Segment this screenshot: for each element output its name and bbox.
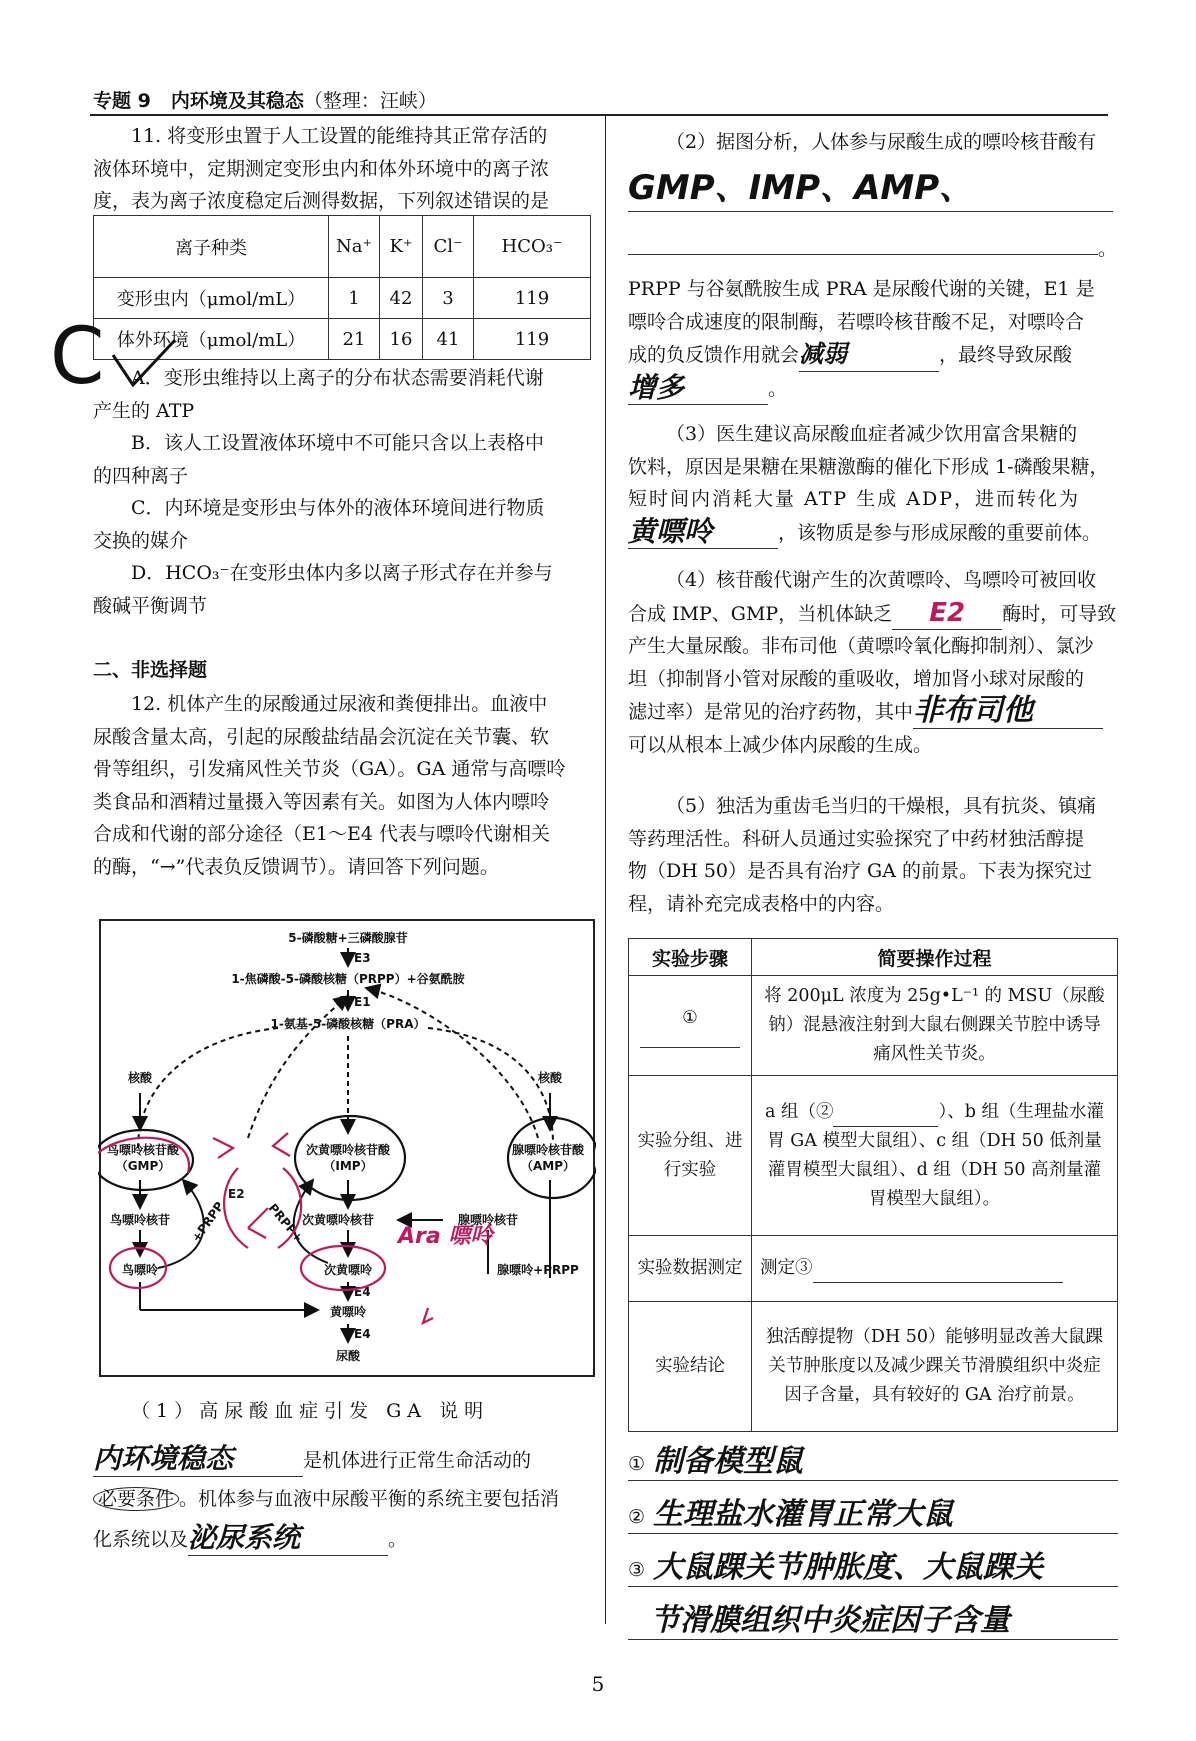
section-title: 二、非选择题 [93,659,208,681]
table-row: 变形虫内（μmol/mL） 1 42 3 119 [94,278,591,319]
q11-stem: 11. 将变形虫置于人工设置的能维持其正常存活的 液体环境中，定期测定变形虫内和体外环境中的离子浓 度，表为离子浓度稳定后测得数据，下列叙述错误的是 [93,125,550,212]
topic-title: 内环境及其稳态 [170,90,304,112]
purine-pathway-diagram [98,918,596,1378]
node-xanthine: 黄嘌呤 [329,1305,367,1319]
exp-header-procedure: 简要操作过程 [752,939,1118,976]
circled-term: 必要条件 [93,1487,179,1511]
q12-part2: （2）据图分析，人体参与尿酸生成的嘌呤核苷酸有 GMP、IMP、AMP、 。 PRPP 与谷氨酰胺生成 PRA 是尿酸代谢的关键，E1 是 嘌呤合成速度的限制酶，若嘌呤核苷酸不足，对嘌呤合 成的负反馈作用就会减弱 ，最终导致尿酸 增多 。 [628,131,1118,404]
svg-text:（AMP）: （AMP） [520,1159,576,1173]
page-header [93,86,437,113]
q12-stem: 12. 机体产生的尿酸通过尿液和粪便排出。血液中 尿酸含量太高，引起的尿酸盐结晶会沉淀在关节囊、软 骨等组织，引发痛风性关节炎（GA）。GA 通常与高嘌呤 类食品和酒精过量摄入等因素有关。如图为人体内嘌呤 合成和代谢的部分途径（E1～E4 代表与嘌呤代谢相关 的酶，“→”代表负反馈调节）。请回答下列问题。 [93,693,566,878]
answer-blank-3: GMP、IMP、AMP、 [628,165,1113,212]
option-d: D．HCO₃⁻在变形虫体内多以离子形式存在并参与 [131,562,553,584]
answer-blank-2: 泌尿系统 [188,1521,388,1556]
answer-blank-5: 增多 [628,372,768,406]
hand-note: Ara 嘌呤 [398,1224,493,1249]
svg-text:+PRPP: +PRPP [188,1199,227,1245]
option-b: B．该人工设置液体环境中不可能只含以上表格中 [131,432,544,454]
node-amp: 腺嘌呤核苷酸 [511,1143,585,1157]
q12-part3: （3）医生建议高尿酸血症者减少饮用富含果糖的 饮料，原因是果糖在果糖激酶的催化下形成 1-磷酸果糖， 短时间内消耗大量 ATP 生成 ADP，进而转化为 黄嘌呤 ，该物质是参与形成尿酸的重要前体。 [628,423,1109,548]
node-adenosine: 腺嘌呤核苷 [457,1213,519,1227]
node-imp: 次黄嘌呤核苷酸 [305,1143,391,1157]
answer-blank-7: E2 [892,597,1002,631]
ion-header-na: Na⁺ [329,216,380,278]
q12-part1: （1）高尿酸血症引发 GA 说明 内环境稳态 是机体进行正常生命活动的 必要条件 。机体参与血液中尿酸平衡的系统主要包括消 化系统以及泌尿系统 。 [93,1400,560,1554]
experiment-table [628,938,1118,1432]
svg-text:核酸: 核酸 [128,1071,153,1085]
svg-text:（IMP）: （IMP） [323,1159,373,1173]
node-prpp: 1-焦磷酸-5-磷酸核糖（PRPP）+谷氨酰胺 [231,972,465,986]
table-row: 实验结论 独活醇提物（DH 50）能够明显改善大鼠踝关节肿胀度以及减少踝关节滑膜组织中炎症因子含量，具有较好的 GA 治疗前景。 [629,1302,1118,1432]
svg-text:E1: E1 [354,995,371,1009]
q12-part5: （5）独活为重齿毛当归的干燥根，具有抗炎、镇痛 等药理活性。科研人员通过实验探究了中药材独活醇提 物（DH 50）是否具有治疗 GA 的前景。下表为探究过 程，请补充完成表格中的内容。 [628,795,1097,915]
compiler-note: （整理：汪峡） [303,90,437,112]
node-inosine: 次黄嘌呤核苷 [301,1213,375,1227]
exp-header-step: 实验步骤 [629,939,752,976]
answer-blank-8: 非布司他 [913,695,1103,729]
answer-blank-1: 内环境稳态 [93,1442,303,1477]
node-guanine: 鸟嘌呤 [121,1263,159,1277]
svg-text:核酸: 核酸 [538,1071,563,1085]
svg-text:E4: E4 [354,1327,371,1341]
svg-text:E2: E2 [228,1187,245,1201]
svg-text:（GMP）: （GMP） [115,1159,171,1173]
node-adenine: 腺嘌呤+PRPP [497,1263,579,1277]
q11-handwritten-answer: C [50,312,105,402]
topic-number: 专题 9 [93,90,151,112]
ion-header-label: 离子种类 [94,216,329,278]
svg-text:PRPP+: PRPP+ [265,1200,306,1245]
q11-options: A．变形虫维持以上离子的分布状态需要消耗代谢 产生的 ATP B．该人工设置液体环境中不可能只含以上表格中 的四种离子 C．内环境是变形虫与体外的液体环境间进行物质 交换的媒介 D．HCO₃⁻在变形虫体内多以离子形式存在并参与 酸碱平衡调节 [93,362,593,622]
answer-blank-4: 减弱 [799,338,939,372]
answer-blank-6: 黄嘌呤 [628,516,778,550]
svg-text:E3: E3 [354,951,371,965]
answer-3a: 大鼠踝关节肿胀度、大鼠踝关 [653,1550,1044,1585]
svg-text:E4: E4 [354,1285,371,1299]
answer-1: 制备模型鼠 [653,1444,804,1479]
q12-part4: （4）核苷酸代谢产生的次黄嘌呤、鸟嘌呤可被回收 合成 IMP、GMP，当机体缺乏 E2 酶时，可导致 产生大量尿酸。非布司他（黄嘌呤氧化酶抑制剂）、氯沙 坦（抑制肾小管对尿酸的重吸收，增加肾小球对尿酸的 滤过率）是常见的治疗药物，其中非布司他 可以从根本上减少体内尿酸的生成。 [628,569,1117,756]
page-number: 5 [591,1672,605,1696]
table-row: 实验分组、进行实验 a 组（② ）、b 组（生理盐水灌胃 GA 模型大鼠组）、c 组（DH 50 低剂量灌胃模型大鼠组）、d 组（DH 50 高剂量灌胃模型大鼠组）。 [629,1076,1118,1236]
node-hypoxanthine: 次黄嘌呤 [323,1263,373,1277]
node-uric-acid: 尿酸 [335,1349,361,1363]
node-gmp: 鸟嘌呤核苷酸 [106,1143,180,1157]
ion-header-cl: Cl⁻ [423,216,474,278]
table-row: ① 将 200μL 浓度为 25g•L⁻¹ 的 MSU（尿酸钠）混悬液注射到大鼠右侧踝关节腔中诱导痛风性关节炎。 [629,976,1118,1076]
table-row: 实验数据测定 测定③ [629,1236,1118,1302]
answer-2: 生理盐水灌胃正常大鼠 [653,1497,954,1532]
node-sugar-atp: 5-磷酸糖+三磷酸腺苷 [288,931,408,945]
column-divider [605,114,606,1624]
node-guanosine: 鸟嘌呤核苷 [109,1213,171,1227]
option-a: A．变形虫维持以上离子的分布状态需要消耗代谢 [131,367,544,389]
table-row: 体外环境（μmol/mL） 21 16 41 119 [94,319,591,360]
answer-3b: 节滑膜组织中炎症因子含量 [650,1603,1010,1638]
option-c: C．内环境是变形虫与体外的液体环境间进行物质 [131,497,545,519]
ion-header-k: K⁺ [380,216,423,278]
ion-header-hco3: HCO₃⁻ [474,216,591,278]
table-answers: ① 制备模型鼠 ② 生理盐水灌胃正常大鼠 ③ 大鼠踝关节肿胀度、大鼠踝关 节滑膜组织中炎症因子含量 [628,1430,1118,1640]
header-rule [90,114,1108,116]
node-pra: 1-氨基-5-磷酸核糖（PRA） [270,1017,426,1031]
